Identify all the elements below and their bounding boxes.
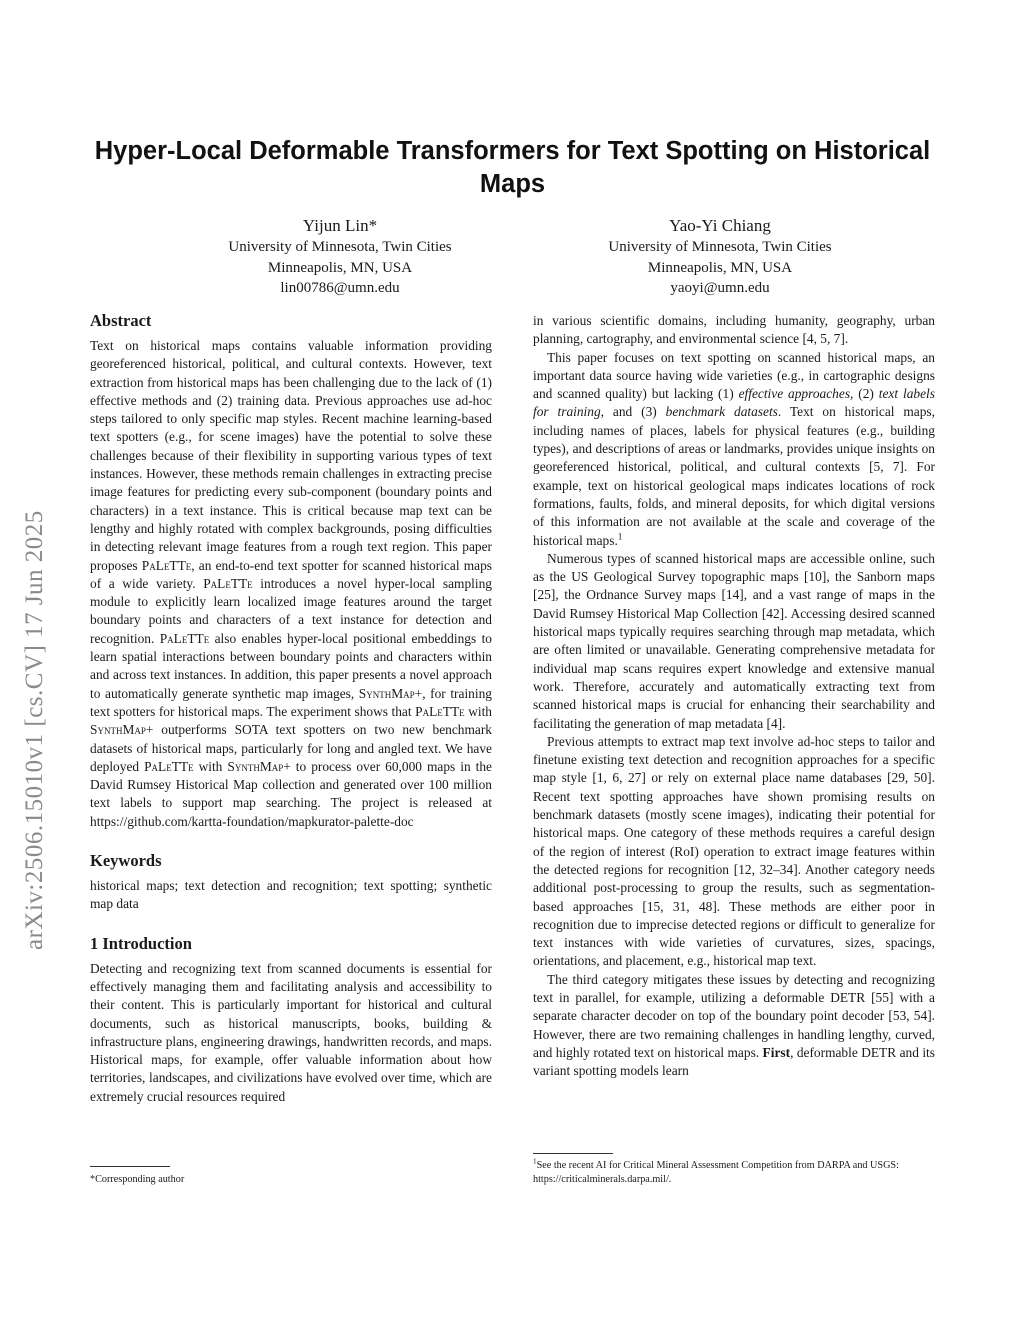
text-segment: , deformable DETR and its variant spotting models learn <box>533 1044 935 1079</box>
paper-title: Hyper-Local Deformable Transformers for Text Spotting on Historical Maps <box>94 137 931 198</box>
author-name: Yijun Lin* <box>302 216 378 235</box>
footnote-right <box>533 1159 935 1187</box>
text-segment: , and (3) <box>600 404 666 420</box>
keywords-heading: Keywords <box>90 851 162 871</box>
introduction-heading: 1 Introduction <box>90 933 192 953</box>
arxiv-identifier: arXiv:2506.15010v1 [cs.CV] 17 Jun 2025 <box>21 510 48 950</box>
text-segment: . Text on historical maps, including names of places, labels for physical features (e.g., building types), and descriptions of areas or landmarks, provides unique insights on georeferenced historical, political, and cultural contexts [5, 7]. For example, text on historical geological maps indicates locations of rock formations, faults, folds, and mineral deposits, for which digital versions of this information are not available at the scale and coverage of the historical maps. <box>533 404 935 548</box>
left-column <box>90 311 492 1106</box>
author-location: Minneapolis, MN, USA <box>647 259 793 276</box>
emphasis: benchmark datasets <box>665 404 778 420</box>
intro-paragraph <box>533 971 935 1081</box>
keywords-text: historical maps; text detection and recognition; text spotting; synthetic map data <box>90 878 492 912</box>
intro-paragraph: Numerous types of scanned historical maps are accessible online, such as the US Geological Survey topographic maps [10], the Sanborn maps [25], the Ordnance Survey maps [14], and a vast range of maps in the David Rumsey Historical Map Collection [42]. Accessing desired scanned historical maps typically requires searching through map metadata, which are often limited or unavailable. Generating comprehensive metadata for individual map scans requires expert knowledge and extensive manual work. Therefore, accurately and automatically extracting text from scanned historical maps is crucial for enhancing their searchability and facilitating the generation of map metadata [4]. <box>533 550 935 731</box>
footnote-rule <box>90 1166 170 1167</box>
footnote-marker[interactable]: 1 <box>617 532 623 543</box>
abstract-text: Text on historical maps contains valuable information providing georeferenced historical, political, and cultural contexts. However, text extraction from historical maps has been challenging due to the lack of (1) effective methods and (2) training data. Previous approaches use ad-hoc steps tailored to only specific map styles. Recent machine learning-based text spotters (e.g., for scene images) have the potential to solve these challenges because of their flexibility in supporting various types of text instances. However, these methods remain challenges in extracting precise image features for predicting every sub-component (boundary points and characters) in a text instance. This is critical because map text can be lengthy and highly rotated with complex backgrounds, posing difficulties in detecting relevant image features from a rough text region. This paper proposes PaLeTTe, an end-to-end text spotter for scanned historical maps of a wide variety. PaLeTTe introduces a novel hyper-local sampling module to explicitly learn localized image features around the target boundary points and characters of a text instance for detection and recognition. PaLeTTe also enables hyper-local positional embeddings to learn spatial interactions between boundary points and characters within and across text instances. In addition, this paper presents a novel approach to automatically generate synthetic map images, SynthMap+, for training text spotters for historical maps. The experiment shows that PaLeTTe with SynthMap+ outperforms SOTA text spotters on two new benchmark datasets of historical maps, particularly for long and angled text. We have deployed PaLeTTe with SynthMap+ to process over 60,000 maps in the David Rumsey Historical Map collection and generated over 100 million text labels to support map searching. The project is released at https://github.com/kartta-foundation/mapkurator-palette-doc <box>90 338 493 829</box>
author-name: Yao-Yi Chiang <box>669 216 771 235</box>
intro-paragraph: Previous attempts to extract map text involve ad-hoc steps to tailor and finetune existing text detection and recognition approaches for a specific map style [1, 6, 27] or rely on external place name databases [29, 50]. Recent text spotting approaches have shown promising results on benchmark datasets (mostly scene images), indicating their potential for historical maps. One category of these methods requires a careful design of the region of interest (RoI) operation to extract image features within the detected regions for recognition [12, 32–34]. Another category needs additional post-processing to group the results, such as segmentation-based approaches [15, 31, 48]. These methods are either poor in recognition due to imprecise detected regions or difficult to generalize for text instances with wide varieties of curvatures, sizes, spacings, orientations, and placement, e.g., historical map text. <box>533 733 935 969</box>
author-affiliation: University of Minnesota, Twin Cities <box>608 239 832 255</box>
emphasis: text labels for training <box>533 386 935 420</box>
author-affiliation: University of Minnesota, Twin Cities <box>228 239 452 255</box>
intro-paragraph <box>533 349 935 550</box>
author-block <box>170 215 510 299</box>
text-segment: , (2) <box>850 386 879 402</box>
text-segment: The third category mitigates these issues by detecting and recognizing text in parallel, for example, utilizing a deformable DETR [55] with a separate character decoder on top of the boundary point decoder [53, 54]. However, there are two remaining challenges in handling lengthy, curved, and highly rotated text on historical maps. <box>533 971 935 1060</box>
intro-paragraph-continued: in various scientific domains, including humanity, geography, urban planning, cartography, and environmental science [4, 5, 7]. <box>533 313 935 347</box>
right-column <box>533 312 935 1080</box>
emphasis: effective approaches <box>738 386 851 402</box>
text-segment: This paper focuses on text spotting on scanned historical maps, an important data source having wide varieties (e.g., in cartographic designs and scanned quality) but lacking (1) <box>533 349 935 402</box>
footnote-left: *Corresponding author <box>90 1174 185 1185</box>
intro-paragraph: Detecting and recognizing text from scanned documents is essential for effectively managing them and facilitating analysis and accessibility to their content. This is particularly important for historical and cultural documents, such as historical manuscripts, books, building & infrastructure plans, engineering drawings, handwritten records, and maps. Historical maps, for example, offer valuable information about how territories, landscapes, and civilizations have evolved over time, which are extremely crucial resources required <box>90 960 492 1104</box>
footnote-rule <box>533 1153 613 1154</box>
bold-text: First <box>762 1044 791 1060</box>
footnote-marker: 1 <box>533 1157 537 1166</box>
footnote-text: See the recent AI for Critical Mineral Assessment Competition from DARPA and USGS: https://criticalminerals.darpa.mil/. <box>533 1160 899 1185</box>
author-email[interactable]: lin00786@umn.edu <box>280 280 400 296</box>
author-block <box>550 215 890 299</box>
abstract-heading: Abstract <box>90 311 152 330</box>
author-email[interactable]: yaoyi@umn.edu <box>670 280 770 296</box>
author-location: Minneapolis, MN, USA <box>267 259 413 276</box>
